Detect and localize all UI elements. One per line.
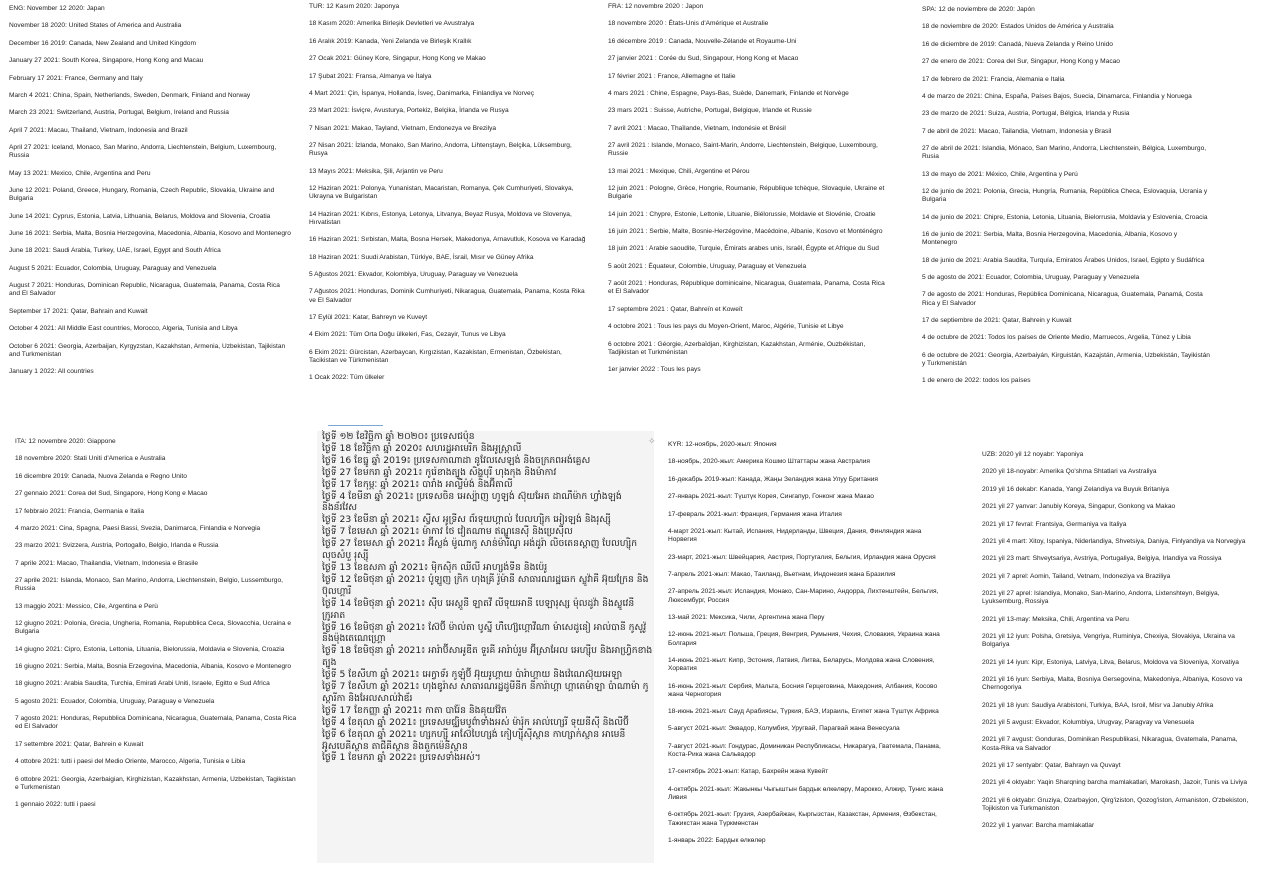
list-item: 7 Ağustos 2021: Honduras, Dominik Cumhuriyeti, Nikaragua, Guatemala, Panama, Kosta Rika ve El Salvador (309, 288, 585, 304)
entry-list (9, 22, 291, 376)
list-item: 16 de junio de 2021: Serbia, Malta, Bosnia Herzegovina, Macedonia, Albania, Kosovo y Montenegro (922, 231, 1178, 247)
list-item: 27 janvier 2021 : Corée du Sud, Singapour, Hong Kong et Macao (608, 55, 799, 63)
list-item: January 1 2022: All countries (9, 368, 94, 376)
list-item: 14 Haziran 2021: Kıbrıs, Estonya, Letonya, Litvanya, Beyaz Rusya, Moldova ve Slovenya, Hırvatistan (309, 210, 572, 226)
entry-list (309, 20, 587, 382)
list-item: 5 agosto 2021: Ecuador, Colombia, Uruguay, Paraguay e Venezuela (15, 697, 215, 705)
list-item: 5 Ağustos 2021: Ekvador, Kolombiya, Uruguay, Paraguay ve Venezuela (309, 271, 518, 279)
list-item: ថ្ងៃទី 14 ខែមិថុនា ឆ្នាំ 2021៖ ស៊ីប អេស្តូនី ឡាតវី លីទុយអានី បេឡារុស្ស ម៉ុលដូវ៉ា និងស្លូវេនី ក្រូអាត (322, 597, 635, 621)
list-item: 27 avril 2021 : Islande, Monaco, Saint-Marin, Andorre, Liechtenstein, Belgique, Luxembourg, Russie (608, 142, 878, 158)
list-item: 2019 yil 16 dekabr: Kanada, Yangi Zelandiya va Buyuk Britaniya (982, 485, 1170, 493)
column-khmer-editor[interactable] (317, 431, 654, 863)
list-item: 14 giugno 2021: Cipro, Estonia, Lettonia, Lituania, Bielorussia, Moldavia e Slovenia, Croazia (15, 645, 285, 653)
column-italian (15, 438, 301, 838)
list-item: 2021 yil 6 oktyabr: Gruziya, Ozarbayjon, Qirg'iziston, Qozog'iston, Armaniston, O'zbekiston, Tojikiston va Turkmaniston (982, 796, 1249, 813)
list-item: 2021 yil 7 avgust: Gonduras, Dominikan Respublikasi, Nikaragua, Gvatemala, Panama, Kosta-Rika va Salvador (982, 736, 1238, 752)
list-item: 4 de octubre de 2021: Todos los países de Oriente Medio, Marruecos, Argelia, Túnez y Libia (922, 334, 1191, 342)
list-item: 5-август 2021-жыл: Эквадор, Колумбия, Уругвай, Парагвай жана Венесуэла (668, 725, 900, 733)
list-item: 17 Şubat 2021: Fransa, Almanya ve İtalya (309, 72, 432, 80)
list-item: 2021 yil 7 aprel: Aomin, Tailand, Vetnam, Indoneziya va Braziliya (982, 572, 1171, 580)
list-item: 18 de junio de 2021: Arabia Saudita, Turquía, Emiratos Árabes Unidos, Israel, Egipto y Sudáfrica (922, 256, 1205, 264)
list-item: January 27 2021: South Korea, Singapore, Hong Kong and Macau (9, 57, 204, 65)
list-item: June 12 2021: Poland, Greece, Hungary, Romania, Czech Republic, Slovakia, Ukraine and Bulgaria (9, 187, 275, 203)
list-item: 18-июнь 2021-жыл: Сауд Арабиясы, Түркия, БАЭ, Израиль, Египет жана Түштүк Африка (668, 708, 939, 716)
list-item: 16-декабрь 2019-жыл: Канада, Жаңы Зеландия жана Улуу Британия (668, 475, 878, 483)
column-header: SPA: 12 de noviembre de 2020: Japón (922, 6, 1035, 13)
list-item: 14 de junio de 2021: Chipre, Estonia, Letonia, Lituania, Bielorrusia, Moldavia y Eslovenia, Croacia (922, 213, 1208, 221)
list-item: 18-ноябрь, 2020-жыл: Америка Кошмо Штаттары жана Австралия (668, 458, 870, 466)
list-item: 4 de marzo de 2021: China, España, Países Bajos, Suecia, Dinamarca, Finlandia y Noruega (922, 92, 1192, 100)
list-item: 27-апрель 2021-жыл: Исландия, Монако, Сан-Марино, Андорра, Лихтенштейн, Бельгия, Люксембург, Россия (668, 588, 939, 604)
list-item: December 16 2019: Canada, New Zealand and United Kingdom (9, 39, 196, 47)
list-item: 27 Nisan 2021: İzlanda, Monako, San Marino, Andorra, Lihtenştayn, Belçika, Lüksemburg, Rusya (309, 142, 572, 158)
list-item: 23 marzo 2021: Svizzera, Austria, Portogallo, Belgio, Irlanda e Russia (15, 542, 219, 550)
list-item: 12 giugno 2021: Polonia, Grecia, Ungheria, Romania, Repubblica Ceca, Slovacchia, Ucraina e Bulgaria (15, 620, 292, 636)
list-item: 16 juin 2021 : Serbie, Malte, Bosnie-Herzégovine, Macédoine, Albanie, Kosovo et Monténégro (608, 228, 883, 236)
column-french (608, 3, 892, 415)
list-item: ថ្ងៃទី 27 ខែមេសា ឆ្នាំ 2021៖ អ៊ីស្លង់ ម៉ូណាកូ សាន់ម៉ារីណូ អង់ដូរ៉ា លិចតេនស្ដាញ បែលហ្ស៊ិក លុចសំបួ រុស្ស៊ី (322, 538, 638, 562)
list-item: 2021 yil 17 fevral: Frantsiya, Germaniya va Italiya (982, 520, 1127, 528)
list-item: 16 dicembre 2019: Canada, Nuova Zelanda e Regno Unito (15, 472, 187, 480)
list-item: September 17 2021: Qatar, Bahrain and Kuwait (9, 307, 148, 315)
list-item: 2021 yil 18 iyun: Saudiya Arabistoni, Turkiya, BAA, Isroil, Misr va Janubiy Afrika (982, 701, 1214, 709)
list-item: 7 agosto 2021: Honduras, Repubblica Dominicana, Nicaragua, Guatemala, Panama, Costa Rica ed El Salvador (15, 715, 297, 731)
list-item: 12 de junio de 2021: Polonia, Grecia, Hungría, Rumania, República Checa, Eslovaquia, Ucrania y Bulgaria (922, 188, 1208, 204)
list-item: 23-март, 2021-жыл: Швейцария, Австрия, Португалия, Бельгия, Ирландия жана Орусия (668, 553, 936, 561)
list-item: ថ្ងៃទី 18 ខែវិច្ឆិកា ឆ្នាំ 2020៖ សហរដ្ឋអាមេរិក និងអូស្ត្រាលី (322, 442, 522, 454)
list-item: 7 Nisan 2021: Makao, Tayland, Vietnam, Endonezya ve Brezilya (309, 124, 497, 132)
list-item: April 27 2021: Iceland, Monaco, San Marino, Andorra, Liechtenstein, Belgium, Luxembourg, Russia (9, 144, 277, 160)
list-item: 2021 yil 12 iyun: Polsha, Gretsiya, Vengriya, Ruminiya, Chexiya, Slovakiya, Ukraina va Bolgariya (982, 633, 1235, 649)
list-item: 13 Mayıs 2021: Meksika, Şili, Arjantin ve Peru (309, 167, 443, 175)
column-kyrgyz (668, 441, 950, 845)
list-item: 4-октябрь 2021-жыл: Жакынкы Чыгыштын бардык өлкөлөрү, Марокко, Алжир, Тунис жана Ливия (668, 785, 944, 802)
column-header: TUR: 12 Kasım 2020: Japonya (309, 3, 400, 10)
list-item: 13 de mayo de 2021: México, Chile, Argentina y Perú (922, 170, 1078, 178)
list-item: 4 marzo 2021: Cina, Spagna, Paesi Bassi, Svezia, Danimarca, Finlandia e Norvegia (15, 524, 261, 532)
list-item: June 18 2021: Saudi Arabia, Turkey, UAE, Israel, Egypt and South Africa (9, 247, 221, 255)
entry-list (922, 23, 1214, 385)
list-item: 2021 yil 27 yanvar: Janubiy Koreya, Singapur, Gonkong va Makao (982, 503, 1176, 511)
pin-icon[interactable]: ✧ (648, 436, 656, 446)
list-item: 1 gennaio 2022: tutti i paesi (15, 801, 96, 809)
list-item: November 18 2020: United States of America and Australia (9, 22, 182, 30)
list-item: ថ្ងៃទី 17 ខែកញ្ញា ឆ្នាំ 2021៖ កាតា បារ៉ែន និងគុយវ៉ែត (322, 704, 507, 716)
list-item: 17 février 2021 : France, Allemagne et Italie (608, 72, 736, 80)
list-item: 12-июнь 2021-жыл: Польша, Греция, Венгрия, Румыния, Чехия, Словакия, Украина жана Болгария (668, 631, 940, 647)
list-item: 4 octobre 2021 : Tous les pays du Moyen-Orient, Maroc, Algérie, Tunisie et Libye (608, 323, 844, 331)
list-item: March 4 2021: China, Spain, Netherlands, Sweden, Denmark, Finland and Norway (9, 91, 251, 99)
list-item: 17 febbraio 2021: Francia, Germania e Italia (15, 507, 145, 515)
list-item: 2021 yil 16 iyun: Serbiya, Malta, Bosniya Gersegovina, Makedoniya, Albaniya, Kosovo va Chernogoriya (982, 676, 1243, 692)
list-item: 2021 yil 4 mart: Xitoy, Ispaniya, Niderlandiya, Shvetsiya, Daniya, Finlyandiya va Norvegiya (982, 537, 1246, 545)
list-item: 5 août 2021 : Équateur, Colombie, Uruguay, Paraguay et Venezuela (608, 262, 807, 270)
list-item: 4 Mart 2021: Çin, İspanya, Hollanda, İsveç, Danimarka, Finlandiya ve Norveç (309, 89, 535, 97)
list-item: 13 mai 2021 : Mexique, Chili, Argentine et Pérou (608, 167, 750, 175)
list-item: 13 maggio 2021: Messico, Cile, Argentina e Perù (15, 602, 158, 610)
column-header: KYR: 12-ноябрь, 2020-жыл: Япония (668, 441, 777, 448)
list-item: 7-апрель 2021-жыл: Макао, Таиланд, Вьетнам, Индонезия жана Бразилия (668, 570, 896, 578)
column-header: ENG: November 12 2020: Japan (9, 5, 105, 12)
list-item: 23 de marzo de 2021: Suiza, Austria, Portugal, Bélgica, Irlanda y Rusia (922, 110, 1130, 118)
list-item: 17 de septiembre de 2021: Qatar, Bahrein y Kuwait (922, 317, 1072, 325)
list-item: 2021 yil 27 aprel: Islandiya, Monako, San-Marino, Andorra, Lixtenshteyn, Belgiya, Lyuksemburg, Rossiya (982, 590, 1220, 606)
list-item: 7 aprile 2021: Macao, Thailandia, Vietnam, Indonesia e Brasile (15, 559, 199, 567)
column-spanish (922, 6, 1214, 430)
list-item: ថ្ងៃទី 16 ខែមិថុនា ឆ្នាំ 2021៖ ស៊ែប៊ី ម៉ាល់តា បូស្នី ហឺហ្ស៊េហ្គោវីណា ម៉ាសេដូនៀ អាល់បានី កូសូវ៉ូ និងម៉ុងតេណេហ្គ្រោ (322, 621, 647, 645)
list-item: 17 septembre 2021 : Qatar, Bahreïn et Koweït (608, 305, 743, 313)
list-item: 14 juin 2021 : Chypre, Estonie, Lettonie, Lituanie, Biélorussie, Moldavie et Slovénie, Croatie (608, 210, 876, 218)
list-item: 16 Aralık 2019: Kanada, Yeni Zelanda ve Birleşik Krallık (309, 37, 472, 45)
column-header: ITA: 12 novembre 2020: Giappone (15, 438, 116, 445)
list-item: 17 de febrero de 2021: Francia, Alemania e Italia (922, 75, 1065, 83)
list-item: ថ្ងៃទី 13 ខែឧសភា ឆ្នាំ 2021៖ ម៉ិកស៊ិក ឈីលី អាហ្សង់ទីន និងប៉េរូ (322, 561, 548, 573)
column-english (9, 5, 291, 415)
list-item: 13-май 2021: Мексика, Чили, Аргентина жана Перу (668, 613, 825, 621)
list-item: 4-март 2021-жыл: Кытай, Испания, Нидерланды, Швеция, Дания, Финляндия жана Норвегия (668, 527, 922, 544)
list-item: ថ្ងៃទី 23 ខែមីនា ឆ្នាំ 2021៖ ស្វីស អូទ្រីស ព័រទុយហ្គាល់ បែលហ្ស៊ិក អៀរឡង់ និងរុស្ស៊ី (322, 514, 611, 526)
list-item: ថ្ងៃទី 18 ខែមិថុនា ឆ្នាំ 2021៖ អារ៉ាប៊ីសាអូឌីត ទួរគី អារ៉ាប់រួម អ៊ីស្រាអែល អេហ្ស៊ីប និងអាហ្វ្រិកខាងត្បូង (322, 645, 653, 669)
list-item: ថ្ងៃទី 12 ខែមិថុនា ឆ្នាំ 2021៖ ប៉ូឡូញ ក្រិក ហុងគ្រី រ៉ូម៉ានី សាធារណរដ្ឋឆេក ស្លូវ៉ាគី អ៊ុយក្រែន និងប៊ុលហ្គារី (322, 573, 649, 597)
list-item: ថ្ងៃទី 5 ខែសីហា ឆ្នាំ 2021៖ អេក្វាទ័រ កូឡុំប៊ី អ៊ុយរូហ្គាយ ប៉ារ៉ាហ្គាយ និងវ៉េណេស៊ុយអេឡា (322, 669, 623, 681)
list-item: 7 août 2021 : Honduras, République dominicaine, Nicaragua, Guatemala, Panama, Costa Rica et El Salvador (608, 280, 885, 296)
list-item: 6-октябрь 2021-жыл: Грузия, Азербайжан, Кыргызстан, Казакстан, Армения, Өзбекстан, Тажикстан жана Түркмөнстан (668, 811, 937, 827)
list-item: April 7 2021: Macau, Thailand, Vietnam, Indonesia and Brazil (9, 126, 188, 134)
list-item: ថ្ងៃទី 7 ខែសីហា ឆ្នាំ 2021៖ ហុងឌូរ៉ាស សាធារណរដ្ឋដូមីនីក នីការ៉ាហ្គា ហ្គាតេម៉ាឡា ប៉ាណាម៉ា កូស្តារីកា និងអែលសាល់វ៉ាឌ័រ (322, 681, 649, 704)
list-item: 27 de enero de 2021: Corea del Sur, Singapur, Hong Kong y Macao (922, 58, 1120, 66)
list-item: ថ្ងៃទី 16 ខែធ្នូ ឆ្នាំ 2019៖ ប្រទេសកាណាដា នូវែលសេឡង់ និងចក្រភពអង់គ្លេស (322, 454, 591, 466)
list-item: 7 de abril de 2021: Macao, Tailandia, Vietnam, Indonesia y Brasil (922, 127, 1112, 135)
list-item: ថ្ងៃទី ១២ ខែវិច្ឆិកា ឆ្នាំ ២០២០៖ ប្រទេសជប៉ុន (322, 431, 475, 442)
list-item: 6 Ekim 2021: Gürcistan, Azerbaycan, Kırgızistan, Kazakistan, Ermenistan, Özbekistan, Tacikistan ve Türkmenistan (309, 348, 562, 365)
column-header: FRA: 12 novembre 2020 : Japon (608, 3, 704, 10)
list-item: October 4 2021: All Middle East countries, Morocco, Algeria, Tunisia and Libya (9, 325, 238, 333)
entry-list (322, 431, 654, 764)
list-item: 18 de noviembre de 2020: Estados Unidos de América y Australia (922, 23, 1114, 31)
list-item: 7-август 2021-жыл: Гондурас, Доминикан Республикасы, Никарагуа, Гватемала, Панама, Коста-Рика жана Сальвадор (668, 742, 941, 759)
list-item: ថ្ងៃទី 17 ខែកុម្ភៈ ឆ្នាំ 2021៖ បារាំង អាល្លឺម៉ង់ និងអ៊ីតាលី (322, 478, 513, 490)
list-item: 17-сентябрь 2021-жыл: Катар, Бахрейн жана Кувейт (668, 768, 829, 776)
list-item: 2021 yil 5 avgust: Ekvador, Kolumbiya, Urugvay, Paragvay va Venesuela (982, 719, 1195, 727)
list-item: ថ្ងៃទី 1 ខែមករា ឆ្នាំ 2022៖ ប្រទេសទាំងអស់។ (322, 752, 481, 764)
list-item: 18 Kasım 2020: Amerika Birleşik Devletleri ve Avustralya (309, 20, 475, 28)
list-item: 16 giugno 2021: Serbia, Malta, Bosnia Erzegovina, Macedonia, Albania, Kosovo e Montenegro (15, 663, 292, 671)
list-item: 7 de agosto de 2021: Honduras, República Dominicana, Nicaragua, Guatemala, Panamá, Costa Rica y El Salvador (922, 291, 1203, 307)
list-item: October 6 2021: Georgia, Azerbaijan, Kyrgyzstan, Kazakhstan, Armenia, Uzbekistan, Tajikistan and Turkmenistan (9, 342, 286, 358)
list-item: 4 ottobre 2021: tutti i paesi del Medio Oriente, Marocco, Algeria, Tunisia e Libia (15, 758, 246, 766)
list-item: 27 Ocak 2021: Güney Kore, Singapur, Hong Kong ve Makao (309, 55, 486, 63)
list-item: 1-январь 2022: Бардык өлкөлөр (668, 837, 766, 845)
list-item: 2020 yil 18-noyabr: Amerika Qo'shma Shtatlari va Avstraliya (982, 468, 1157, 476)
list-item: 23 Mart 2021: İsviçre, Avusturya, Portekiz, Belçika, İrlanda ve Rusya (309, 107, 509, 115)
list-item: 18 novembre 2020: Stati Uniti d'America e Australia (15, 455, 166, 463)
list-item: 16-июнь 2021-жыл: Сербия, Мальта, Босния Герцеговина, Македония, Албания, Косово жана Черногория (668, 682, 938, 698)
list-item: 27 aprile 2021: Islanda, Monaco, San Marino, Andorra, Liechtenstein, Belgio, Lussemburgo, Russia (15, 577, 283, 593)
list-item: May 13 2021: Mexico, Chile, Argentina and Peru (9, 169, 151, 177)
entry-list (668, 458, 950, 845)
list-item: 1 Ocak 2022: Tüm ülkeler (309, 374, 385, 382)
list-item: 2021 yil 14 iyun: Kipr, Estoniya, Latviya, Litva, Belarus, Moldova va Sloveniya, Xorvatiya (982, 658, 1239, 666)
list-item: 12 Haziran 2021: Polonya, Yunanistan, Macaristan, Romanya, Çek Cumhuriyeti, Slovakya, Ukrayna ve Bulgaristan (309, 185, 574, 201)
list-item: ថ្ងៃទី 6 ខែតុលា ឆ្នាំ 2021៖ ហ្សកហ្ស៊ី អាស៊ែបៃហ្សង់ កៀហ្ស៊ីស៊ីស្ថាន កាហ្សាក់ស្ថាន អាមេនី អ៊ូសបេគីស្ថាន តាជីគីស្ថាន និងតួកម៉េនីស្ថាន (322, 728, 626, 752)
selection-underline (328, 425, 383, 426)
list-item: 27 gennaio 2021: Corea del Sud, Singapore, Hong Kong e Macao (15, 490, 208, 498)
list-item: June 16 2021: Serbia, Malta, Bosnia Herzegovina, Macedonia, Albania, Kosovo and Montenegro (9, 230, 291, 238)
list-item: ថ្ងៃទី 27 ខែមករា ឆ្នាំ 2021៖ កូរ៉េខាងត្បូង សិង្ហបុរី ហុងកុង និងម៉ាកាវ (322, 466, 557, 478)
list-item: 2021 yil 13-may: Meksika, Chili, Argentina va Peru (982, 615, 1129, 623)
list-item: August 5 2021: Ecuador, Colombia, Uruguay, Paraguay and Venezuela (9, 264, 217, 272)
list-item: March 23 2021: Switzerland, Austria, Portugal, Belgium, Ireland and Russia (9, 109, 229, 117)
list-item: 27-январь 2021-жыл: Түштүк Корея, Сингапур, Гонконг жана Макао (668, 493, 874, 501)
list-item: 2021 yil 4 oktyabr: Yaqin Sharqning barcha mamlakatlari, Marokash, Jazoir, Tunis va Liviya (982, 779, 1248, 787)
entry-list (608, 20, 892, 374)
list-item: 16 de diciembre de 2019: Canadá, Nueva Zelanda y Reino Unido (922, 40, 1113, 48)
list-item: 6 de octubre de 2021: Georgia, Azerbaiyán, Kirguistán, Kazajstán, Armenia, Uzbekistán, Tayikistán y Turkmenistán (922, 351, 1210, 368)
list-item: 4 mars 2021 : Chine, Espagne, Pays-Bas, Suède, Danemark, Finlande et Norvège (608, 89, 849, 97)
list-item: 18 juin 2021 : Arabie saoudite, Turquie, Émirats arabes unis, Israël, Égypte et Afrique du Sud (608, 245, 879, 253)
list-item: 16 Haziran 2021: Sırbistan, Malta, Bosna Hersek, Makedonya, Arnavutluk, Kosova ve Karadağ (309, 236, 586, 244)
list-item: 16 décembre 2019 : Canada, Nouvelle-Zélande et Royaume-Uni (608, 37, 797, 45)
list-item: 4 Ekim 2021: Tüm Orta Doğu ülkeleri, Fas, Cezayir, Tunus ve Libya (309, 331, 506, 339)
list-item: 2021 yil 23 mart: Shveytsariya, Avstriya, Portugaliya, Belgiya, Irlandiya va Rossiya (982, 555, 1222, 563)
entry-list (982, 468, 1258, 830)
list-item: 5 de agosto de 2021: Ecuador, Colombia, Uruguay, Paraguay y Venezuela (922, 274, 1140, 282)
list-item: 6 ottobre 2021: Georgia, Azerbaigian, Kirghizistan, Kazakhstan, Armenia, Uzbekistan, Tagikistan e Turkmenistan (15, 775, 296, 791)
list-item: 27 de abril de 2021: Islandia, Mónaco, San Marino, Andorra, Liechtenstein, Bélgica, Luxemburgo, Rusia (922, 145, 1207, 161)
list-item: 17-февраль 2021-жыл: Франция, Германия жана Италия (668, 510, 842, 518)
list-item: 18 giugno 2021: Arabia Saudita, Turchia, Emirati Arabi Uniti, Israele, Egitto e Sud Africa (15, 680, 270, 688)
list-item: June 14 2021: Cyprus, Estonia, Latvia, Lithuania, Belarus, Moldova and Slovenia, Croatia (9, 212, 271, 220)
list-item: ថ្ងៃទី 4 ខែមីនា ឆ្នាំ 2021៖ ប្រទេសចិន អេស្ប៉ាញ ហូឡង់ ស៊ុយអែត ដាណឺម៉ាក ហ្វាំងឡង់ និងន័រវែស (322, 490, 622, 514)
list-item: ថ្ងៃទី 7 ខែមេសា ឆ្នាំ 2021៖ ម៉ាកាវ ថៃ វៀតណាម ឥណ្ឌូនេស៊ី និងប្រេស៊ីល (322, 526, 573, 538)
list-item: 6 octobre 2021 : Géorgie, Azerbaïdjan, Kirghizistan, Kazakhstan, Arménie, Ouzbékistan, Tadjikistan et Turkménistan (608, 340, 866, 356)
list-item: February 17 2021: France, Germany and Italy (9, 74, 143, 82)
list-item: 17 Eylül 2021: Katar, Bahreyn ve Kuveyt (309, 314, 428, 322)
list-item: 2022 yil 1 yanvar: Barcha mamlakatlar (982, 822, 1095, 830)
list-item: 12 juin 2021 : Pologne, Grèce, Hongrie, Roumanie, République tchèque, Slovaquie, Ukraine et Bulgarie (608, 185, 885, 201)
list-item: August 7 2021: Honduras, Dominican Republic, Nicaragua, Guatemala, Panama, Costa Rica and El Salvador (9, 282, 280, 298)
column-turkish (309, 3, 587, 415)
column-uzbek (982, 451, 1258, 830)
list-item: 23 mars 2021 : Suisse, Autriche, Portugal, Belgique, Irlande et Russie (608, 107, 812, 115)
list-item: 2021 yil 17 sentyabr: Qatar, Bahrayn va Quvayt (982, 762, 1121, 770)
list-item: 18 novembre 2020 : États-Unis d'Amérique et Australie (608, 20, 769, 28)
column-header: UZB: 2020 yil 12 noyabr: Yaponiya (982, 451, 1084, 458)
list-item: 1er janvier 2022 : Tous les pays (608, 366, 701, 374)
list-item: 1 de enero de 2022: todos los países (922, 377, 1031, 385)
list-item: 18 Haziran 2021: Suudi Arabistan, Türkiye, BAE, İsrail, Mısır ve Güney Afrika (309, 253, 534, 261)
list-item: 14-июнь 2021-жыл: Кипр, Эстония, Латвия, Литва, Беларусь, Молдова жана Словения, Хорватия (668, 656, 935, 673)
list-item: ថ្ងៃទី 4 ខែតុលា ឆ្នាំ 2021៖ ប្រទេសមជ្ឈិមបូព៌ាទាំងអស់ ម៉ារ៉ុក អាល់ហ្សេរី ទុយនីស៊ី និងលីប៊ី (322, 716, 629, 728)
list-item: 17 settembre 2021: Qatar, Bahrein e Kuwait (15, 740, 144, 748)
entry-list (15, 455, 301, 809)
list-item: 7 avril 2021 : Macao, Thaïlande, Vietnam, Indonésie et Brésil (608, 124, 786, 132)
